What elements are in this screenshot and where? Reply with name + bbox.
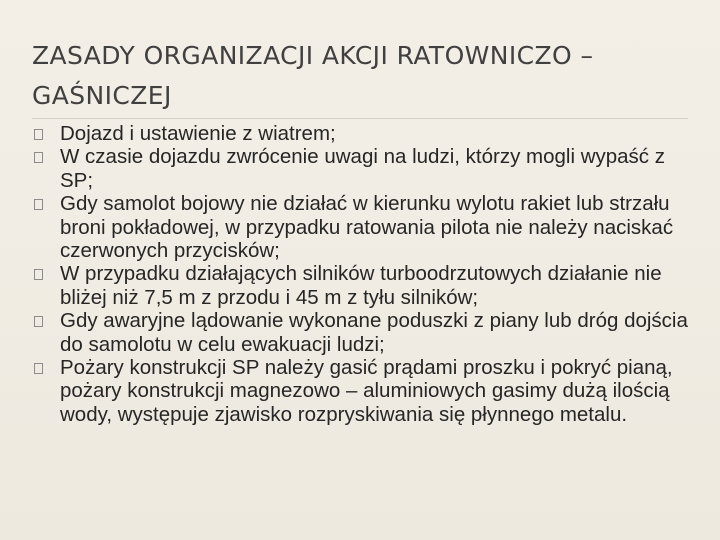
hollow-square-bullet-icon xyxy=(34,199,43,210)
bullet-list xyxy=(34,122,694,426)
list-item xyxy=(34,145,694,192)
list-item xyxy=(34,309,694,356)
slide-title: ZASADY ORGANIZACJI AKCJI RATOWNICZO – GAŚNICZEJ xyxy=(32,41,602,110)
title-divider xyxy=(32,118,688,119)
list-item xyxy=(34,122,694,145)
list-item xyxy=(34,356,694,426)
bullet-text: Gdy samolot bojowy nie działać w kierunku wylotu rakiet lub strzału broni pokładowej, w przypadku ratowania pilota nie należy naciskać czerwonych przycisków; xyxy=(60,192,674,263)
hollow-square-bullet-icon xyxy=(34,316,43,327)
hollow-square-bullet-icon xyxy=(34,129,43,140)
hollow-square-bullet-icon xyxy=(34,269,43,280)
hollow-square-bullet-icon xyxy=(34,363,43,374)
bullet-text: W przypadku działających silników turboodrzutowych działanie nie bliżej niż 7,5 m z przodu i 45 m z tyłu silników; xyxy=(60,262,662,309)
bullet-text: Gdy awaryjne lądowanie wykonane poduszki z piany lub dróg dojścia do samolotu w celu ewakuacji ludzi; xyxy=(60,309,688,356)
hollow-square-bullet-icon xyxy=(34,152,43,163)
bullet-text: Pożary konstrukcji SP należy gasić prądami proszku i pokryć pianą, pożary konstrukcji magnezowo – aluminiowych gasimy dużą ilością wody, występuje zjawisko rozpryskiwania się płynnego metalu. xyxy=(60,356,673,426)
list-item xyxy=(34,192,694,262)
bullet-text: W czasie dojazdu zwrócenie uwagi na ludzi, którzy mogli wypaść z SP; xyxy=(60,145,666,192)
list-item xyxy=(34,262,694,309)
bullet-text: Dojazd i ustawienie z wiatrem; xyxy=(60,122,336,145)
